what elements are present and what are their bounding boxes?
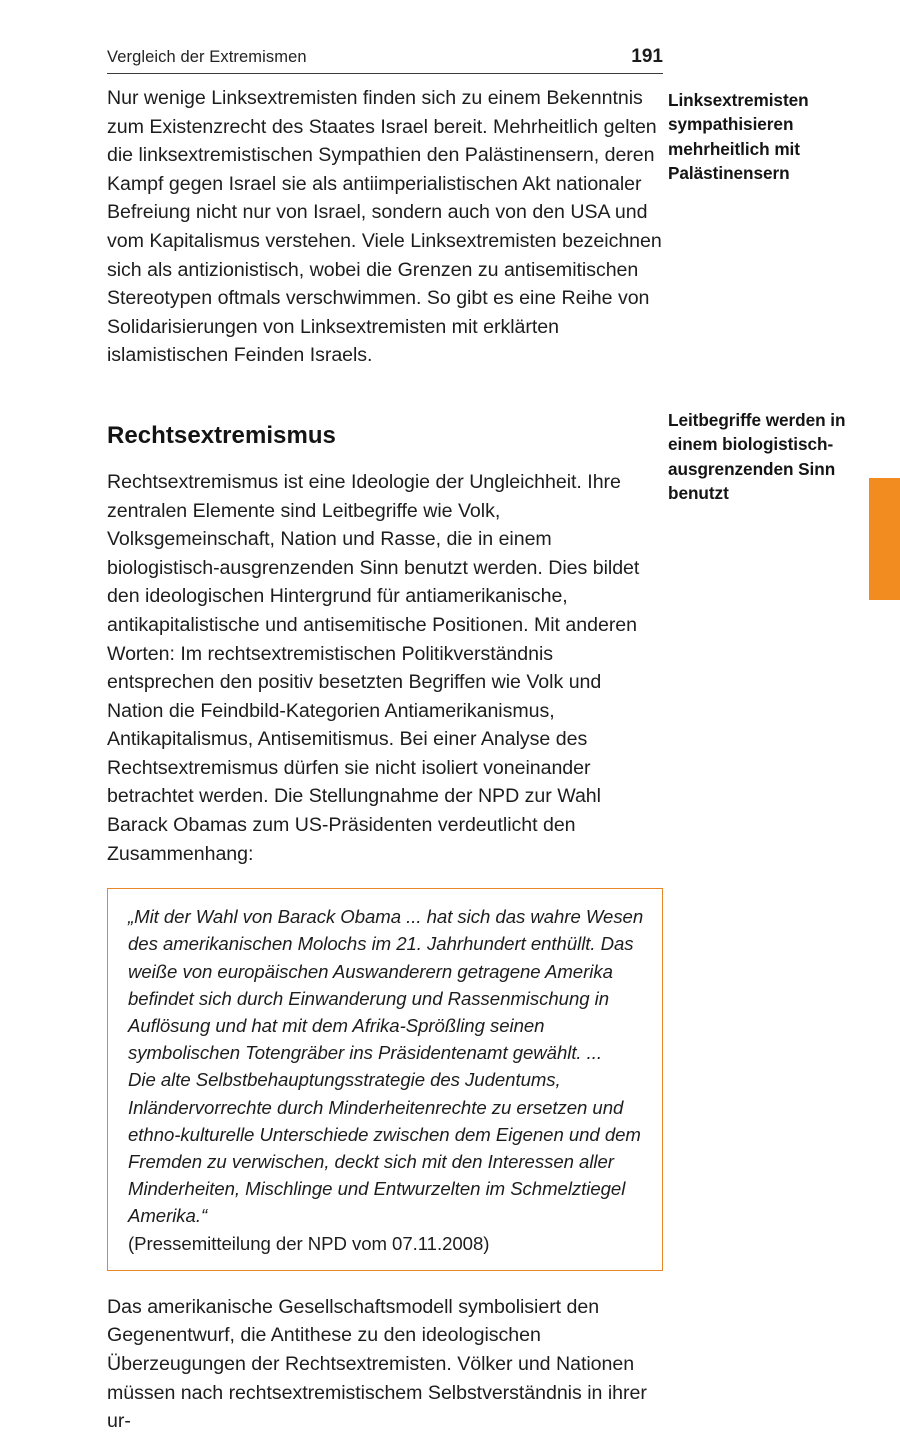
running-head-title: Vergleich der Extremismen [107,48,307,66]
spacer [107,868,663,888]
section-heading-rechtsextremismus: Rechtsextremismus [107,421,336,449]
quote-source: (Pressemitteilung der NPD vom 07.11.2008) [128,1232,490,1254]
quote-box-npd [107,888,663,1271]
page-number: 191 [631,46,663,67]
paragraph-rechtsextremismus-ideologie: Rechtsextremismus ist eine Ideologie der Ungleichheit. Ihre zentralen Elemente sind Leitbegriffe wie Volk, Volksgemeinschaft, Nation und Rasse, die in einem biologistisch-ausgrenzenden Sinn benutzt werden. Dies bildet den ideologischen Hintergrund für antiamerikanische, antikapitalistische und antisemitische Positionen. Mit anderen Worten: Im rechtsextremistischen Politikverständnis entsprechen den positiv besetzten Begriffen wie Volk und Nation die Feindbild-Kategorien Antiamerikanismus, Antikapitalismus, Antisemitismus. Bei einer Analyse des Rechtsextremismus dürfen sie nicht isoliert voneinander betrachtet werden. Die Stellungnahme der NPD zur Wahl Barack Obamas zum US-Präsidenten verdeutlicht den Zusammenhang: [107,470,640,865]
main-text-column [107,84,663,1436]
spacer [107,370,663,422]
spacer [107,1271,663,1293]
margin-note-linksextremisten: Linksextremisten sympathisieren mehrheitlich mit Palästinensern [668,90,809,184]
chapter-thumb-tab [869,478,900,600]
quote-paragraph-1: „Mit der Wahl von Barack Obama ... hat sich das wahre Wesen des amerikanischen Molochs im 21. Jahrhundert enthüllt. Das weiße von europäischen Auswanderern getragene Amerika befindet sich durch Einwanderung und Rassenmischung in Auflösung und hat mit dem Afrika-Sprößling seinen symbolischen Totengräber ins Präsidentenamt gewählt. ... [128,906,644,1064]
quote-paragraph-2: Die alte Selbstbehauptungsstrategie des Judentums, Inländervorrechte durch Minderheitenrechte zu ersetzen und ethno-kulturelle Unterschiede zwischen dem Eigenen und dem Fremden zu verwischen, deckt sich mit den Interessen aller Minderheiten, Mischlinge und Entwurzelten im Schmelztiegel Amerika.“ [128,1069,641,1227]
paragraph-linksextremisten-israel: Nur wenige Linksextremisten finden sich zu einem Bekenntnis zum Existenzrecht des Staates Israel bereit. Mehrheitlich gelten die linksextremistischen Sympathien den Palästinensern, deren Kampf gegen Israel sie als antiimperialistischen Akt nationaler Befreiung nicht nur von Israel, sondern auch von den USA und vom Kapitalismus verstehen. Viele Linksextremisten bezeichnen sich als antizionistisch, wobei die Grenzen zu antisemitischen Stereotypen oftmals verschwimmen. So gibt es eine Reihe von Solidarisierungen von Linksextremisten mit erklärten islamistischen Feinden Israels. [107,87,662,367]
spacer [107,450,663,468]
paragraph-gesellschaftsmodell: Das amerikanische Gesellschaftsmodell symbolisiert den Gegenentwurf, die Antithese zu den ideologischen Überzeugungen der Rechtsextremisten. Völker und Nationen müssen nach rechtsextremistischem Selbstverständnis in ihrer ur- [107,1295,647,1433]
running-head [107,46,663,74]
margin-note-leitbegriffe: Leitbegriffe werden in einem biologistisch-ausgrenzenden Sinn benutzt [668,410,846,504]
